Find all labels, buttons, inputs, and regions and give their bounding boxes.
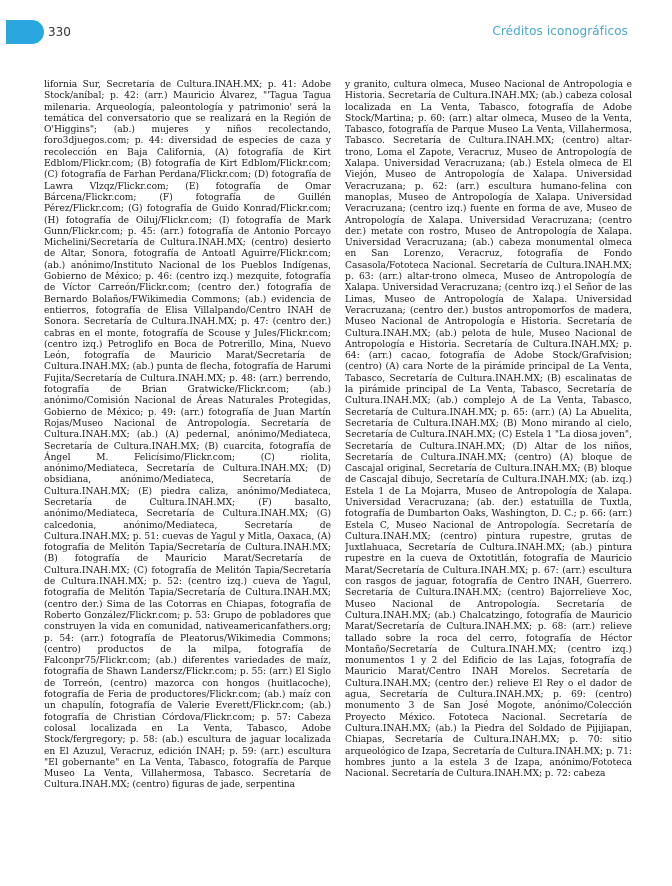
- right-column-text: y granito, cultura olmeca, Museo Nacional de Antropología e Historia. Secretaría de Cultura.INAH.MX; (ab.) cabeza colosal localizada en La Venta, Tabasco, fotografía de Adobe Stock/Martina; p. 60: (arr.) altar olmeca, Museo de la Venta, Tabasco, fotografía de Parque Museo La Venta, Villahermosa, Tabasco. Secretaría de Cultura.INAH.MX; (centro) altar-trono, Loma el Zapote, Veracruz, Museo de Antropología de Xalapa. Universidad Veracruzana; (ab.) Estela olmeca de El Viejón, Museo de Antropología de Xalapa. Universidad Veracruzana; p. 62: (arr.) escultura humano-felina con manoplas, Museo de Antropología de Xalapa. Universidad Veracruzana; (centro izq.) fuente en forma de ave, Museo de Antropología de Xalapa. Universidad Veracruzana; (centro der.) metate con rostro, Museo de Antropología de Xalapa. Universidad Veracruzana; (ab.) cabeza monumental olmeca en San Lorenzo, Veracruz, fotografía de Fondo Casasola/Fototeca Nacional. Secretaría de Cultura.INAH.MX; p. 63: (arr.) altar-trono olmeca, Museo de Antropología de Xalapa. Universidad Veracruzana; (centro izq.) el Señor de las Limas, Museo de Antropología de Xalapa. Universidad Veracruzana; (centro der.) bustos antropomorfos de madera, Museo Nacional de Antropología e Historia. Secretaría de Cultura.INAH.MX; (ab.) pelota de hule, Museo Nacional de Antropología e Historia. Secretaría de Cultura.INAH.MX; p. 64: (arr.) cacao, fotografía de Adobe Stock/Grafvision; (centro) (A) cara Norte de la pirámide principal de La Venta, Tabasco, Secretaría de Cultura.INAH.MX; (B) escalinatas de la pirámide principal de La Venta, Tabasco, Secretaría de Cultura.INAH.MX; (ab.) complejo A de La Venta, Tabasco, Secretaría de Cultura.INAH.MX; p. 65: (arr.) (A) La Abuelita, Secretaría de Cultura.INAH.MX; (B) Mono mirando al cielo, Secretaría de Cultura.INAH.MX; (C) Estela 1 "La diosa joven", Secretaría de Cultura.INAH.MX; (D) Altar de los niños, Secretaría de Cultura.INAH.MX; (centro) (A) bloque de Cascajal original, Secretaría de Cultura.INAH.MX; (B) bloque de Cascajal dibujo, Secretaría de Cultura.INAH.MX; (ab. izq.) Estela 1 de La Mojarra, Museo de Antropología de Xalapa. Universidad Veracruzana; (ab. der.) estatuilla de Tuxtla, fotografía de Dumbarton Oaks, Washington, D. C.; p. 66: (arr.) Estela C, Museo Nacional de Antropología. Secretaría de Cultura.INAH.MX; (centro) pintura rupestre, grutas de Juxtlahuaca, Secretaría de Cultura.INAH.MX; (ab.) pintura rupestre en la cueva de Oxtotitlán, fotografía de Mauricio Marat/Secretaría de Cultura.INAH.MX; p. 67: (arr.) escultura con rasgos de jaguar, fotografía de Centro INAH, Guerrero. Secretaría de Cultura.INAH.MX; (centro) Bajorrelieve Xoc, Museo Nacional de Antropología. Secretaría de Cultura.INAH.MX; (ab.) Chalcatzingo, fotografía de Mauricio Marat/Secretaría de Cultura.INAH.MX; p. 68: (arr.) relieve tallado sobre la roca del cerro, fotografía de Héctor Montaño/Secretaría de Cultura.INAH.MX; (centro izq.) monumentos 1 y 2 del Edificio de las Lajas, fotografía de Mauricio Marat/Centro INAH Morelos. Secretaría de Cultura.INAH.MX; (centro der.) relieve El Rey o el dador de agua, Secretaría de Cultura.INAH.MX; p. 69: (centro) monumento 3 de San José Mogote, anónimo/Colección Proyecto México. Fototeca Nacional. Secretaría de Cultura.INAH.MX; (ab.) la Piedra del Soldado de Pijijiapan, Chiapas, Secretaría de Cultura.INAH.MX; p. 70: sitio arqueológico de Izapa, Secretaría de Cultura.INAH.MX; p. 71: hombres junto a la estela 3 de Izapa, anónimo/Fototeca Nacional. Secretaría de Cultura.INAH.MX; p. 72: cabeza: [345, 80, 632, 780]
- left-column-text: lifornia Sur, Secretaría de Cultura.INAH.MX; p. 41: Adobe Stock/aníbal; p. 42: (arr.) Mauricio Álvarez, "'Tagua Tagua milenaria. Arqueología, paleontología y patrimonio' será la temática del conversatorio que se realizará en la Región de O'Higgins"; (ab.) mujeres y niños recolectando, foro3djuegos.com; p. 44: diversidad de especies de caza y recolección en Baja California, (A) fotografía de Kirt Edblom/Flickr.com; (B) fotografía de Kirt Edblom/Flickr.com; (C) fotografía de Farhan Perdana/Flickr.com; (D) fotografía de Lawra Vlzqz/Flickr.com; (E) fotografía de Omar Bárcena/Flickr.com; (F) fotografía de Guillén Pérez/Flickr.com; (G) fotografía de Guido Konrad/Flickr.com; (H) fotografía de Oiluj/Flickr.com; (I) fotografía de Mark Gunn/Flickr.com; p. 45: (arr.) fotografía de Antonio Porcayo Michelini/Secretaría de Cultura.INAH.MX; (centro) desierto de Altar, Sonora, fotografía de Antoatl Aguirre/Flickr.com; (ab.) anónimo/Instituto Nacional de los Pueblos Indígenas, Gobierno de México; p. 46: (centro izq.) mezquite, fotografía de Víctor Carreón/Flickr.com; (centro der.) fotografía de Bernardo Bolaños/FWikimedia Commons; (ab.) evidencia de entierros, fotografía de Elisa Villalpando/Centro INAH de Sonora. Secretaría de Cultura.INAH.MX; p. 47: (centro der.) cabras en el monte, fotografía de Scouse y Jules/Flickr.com; (centro izq.) Petroglifo en Boca de Potrerillo, Mina, Nuevo León, fotografía de Mauricio Marat/Secretaría de Cultura.INAH.MX; (ab.) punta de flecha, fotografía de Harumi Fujita/Secretaría de Cultura.INAH.MX; p. 48: (arr.) berrendo, fotografía de Brian Gratwicke/Flickr.com; (ab.) anónimo/Comisión Nacional de Áreas Naturales Protegidas, Gobierno de México; p. 49: (arr.) fotografía de Juan Martín Rojas/Museo Nacional de Antropología. Secretaría de Cultura.INAH.MX; (ab.) (A) pedernal, anónimo/Mediateca, Secretaría de Cultura.INAH.MX; (B) cuarcita, fotografía de Ángel M. Felicísimo/Flickr.com; (C) riolita, anónimo/Mediateca, Secretaría de Cultura.INAH.MX; (D) obsidiana, anónimo/Mediateca, Secretaría de Cultura.INAH.MX; (E) piedra caliza, anónimo/Mediateca, Secretaría de Cultura.INAH.MX; (F) basalto, anónimo/Mediateca, Secretaría de Cultura.INAH.MX; (G) calcedonia, anónimo/Mediateca, Secretaría de Cultura.INAH.MX; p. 51: cuevas de Yagul y Mitla, Oaxaca, (A) fotografía de Melitón Tapia/Secretaría de Cultura.INAH.MX; (B) fotografía de Mauricio Marat/Secretaría de Cultura.INAH.MX; (C) fotografía de Melitón Tapia/Secretaría de Cultura.INAH.MX; p. 52: (centro izq.) cueva de Yagul, fotografía de Melitón Tapia/Secretaría de Cultura.INAH.MX; (centro der.) Sima de las Cotorras en Chiapas, fotografía de Roberto González/Flickr.com; p. 53: Grupo de pobladores que construyen la vida en comunidad, nativeamericanfathers.org; p. 54: (arr.) fotografía de Pleatorus/Wikimedia Commons; (centro) productos de la milpa, fotografía de Falconpr75/Flickr.com; (ab.) diferentes variedades de maíz, fotografía de Shawn Landersz/Flickr.com; p. 55: (arr.) El Siglo de Torreón, (centro) mazorca con hongos (huitlacoche), fotografía de Feria de productores/Flickr.com; (ab.) maíz con un chapulín, fotografía de Valerie Everett/Flickr.com; (ab.) fotografía de Christian Córdova/Flickr.com; p. 57: Cabeza colosal localizada en La Venta, Tabasco, Adobe Stock/fergregory; p. 58: (ab.) escultura de jaguar localizada en El Azuzul, Veracruz, edición INAH; p. 59: (arr.) escultura "El gobernante" en La Venta, Tabasco, fotografía de Parque Museo La Venta, Villahermosa, Tabasco. Secretaría de Cultura.INAH.MX; (centro) figuras de jade, serpentina: [44, 80, 331, 791]
- right-column: [345, 80, 632, 880]
- tab-marker-icon: [6, 20, 44, 44]
- section-title: Créditos iconográficos: [492, 24, 628, 38]
- page-number: 330: [48, 25, 71, 39]
- left-column: [44, 80, 331, 880]
- credits-body: [44, 80, 632, 880]
- page-header: [0, 0, 672, 60]
